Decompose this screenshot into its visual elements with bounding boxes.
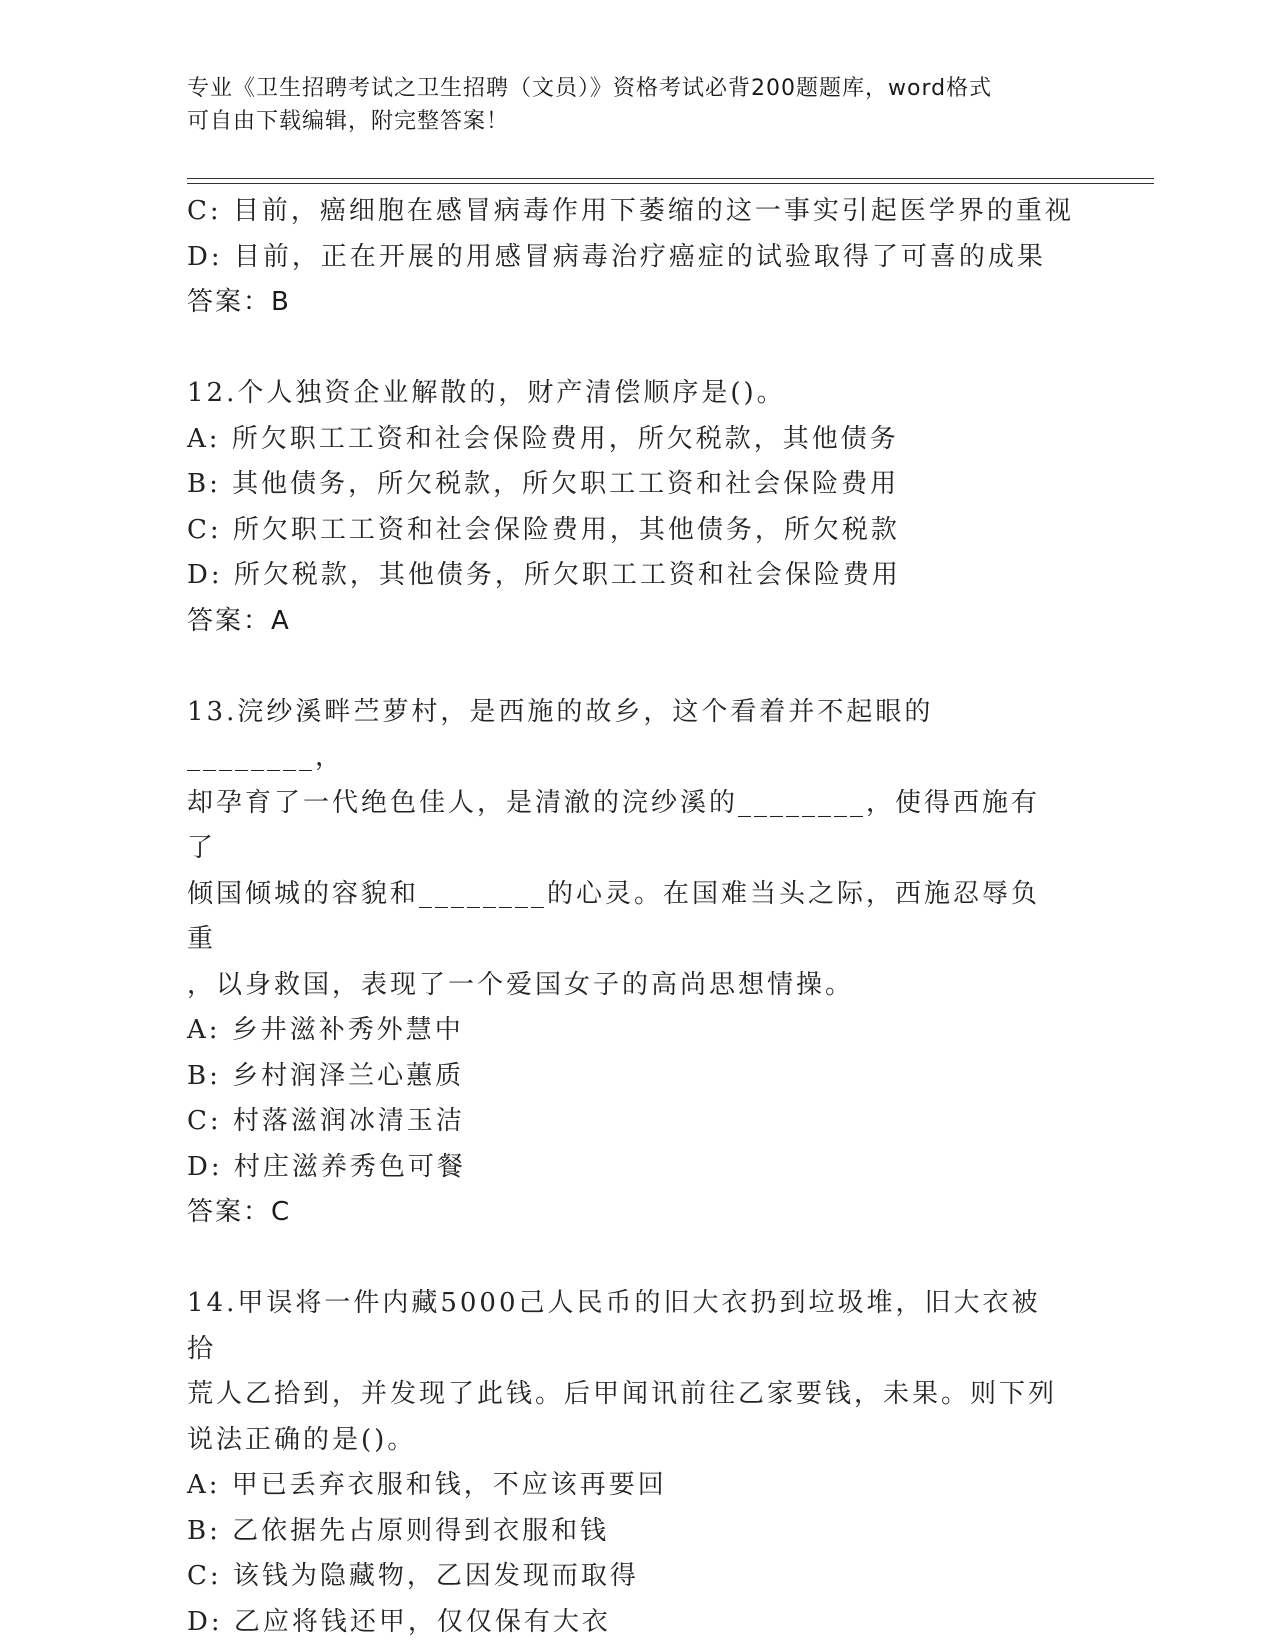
question-content	[187, 189, 1074, 1645]
answer-line: 答案：B	[187, 287, 291, 317]
question-stem-line-3: 说法正确的是()。	[187, 1424, 417, 1455]
option-a: A: 甲已丢弃衣服和钱，不应该再要回	[187, 1470, 667, 1500]
option-d: D: 村庄滋养秀色可餐	[187, 1151, 466, 1182]
option-b: B: 乙依据先占原则得到衣服和钱	[187, 1515, 610, 1546]
option-c: C: 该钱为隐藏物，乙因发现而取得	[187, 1561, 639, 1591]
option-d: D: 乙应将钱还甲，仅仅保有大衣	[187, 1606, 611, 1637]
option-c: C: 所欠职工工资和社会保险费用，其他债务，所欠税款	[187, 514, 900, 545]
option-a: A: 所欠职工工资和社会保险费用，所欠税款，其他债务	[187, 423, 899, 454]
option-b: B: 乡村润泽兰心蕙质	[187, 1060, 465, 1091]
option-a: A: 乡井滋补秀外慧中	[187, 1015, 464, 1045]
option-d: D: 所欠税款，其他债务，所欠职工工资和社会保险费用	[187, 560, 901, 590]
header-line-2: 可自由下载编辑，附完整答案！	[187, 109, 510, 134]
question-stem-line-4: ，以身救国，表现了一个爱国女子的高尚思想情操。	[187, 969, 855, 1000]
document-header	[187, 72, 1067, 138]
header-divider-bottom	[187, 183, 1154, 184]
header-line-1: 专业《卫生招聘考试之卫生招聘（文员）》资格考试必背200题题库，word格式	[187, 76, 993, 101]
option-c: C: 村落滋润冰清玉洁	[187, 1106, 465, 1136]
header-divider-top	[187, 178, 1154, 179]
spacer	[187, 326, 1067, 372]
question-stem-line-2: 却孕育了一代绝色佳人，是清澈的浣纱溪的________，使得西施有了	[187, 787, 1041, 863]
question-stem-line-1: 14.甲误将一件内藏5000己人民币的旧大衣扔到垃圾堆，旧大衣被拾	[187, 1288, 1041, 1364]
spacer	[187, 1236, 1067, 1282]
answer-line: 答案：C	[187, 1197, 292, 1227]
question-stem-line-3: 倾国倾城的容貌和________的心灵。在国难当头之际，西施忍辱负重	[187, 878, 1041, 954]
question-14	[187, 1281, 1067, 1645]
option-c: C: 目前，癌细胞在感冒病毒作用下萎缩的这一事实引起医学界的重视	[187, 196, 1074, 226]
question-stem-line-1: 13.浣纱溪畔苎萝村，是西施的故乡，这个看着并不起眼的________，	[187, 696, 934, 772]
option-b: B: 其他债务，所欠税款，所欠职工工资和社会保险费用	[187, 469, 900, 499]
question-11-continued	[187, 189, 1074, 326]
question-stem-line-2: 荒人乙拾到，并发现了此钱。后甲闻讯前往乙家要钱，未果。则下列	[187, 1379, 1058, 1409]
spacer	[187, 644, 1067, 690]
question-13	[187, 690, 1067, 1236]
question-12	[187, 371, 1067, 644]
option-d: D: 目前，正在开展的用感冒病毒治疗癌症的试验取得了可喜的成果	[187, 241, 1046, 272]
question-stem: 12.个人独资企业解散的，财产清偿顺序是()。	[187, 378, 786, 408]
answer-line: 答案：A	[187, 605, 291, 636]
